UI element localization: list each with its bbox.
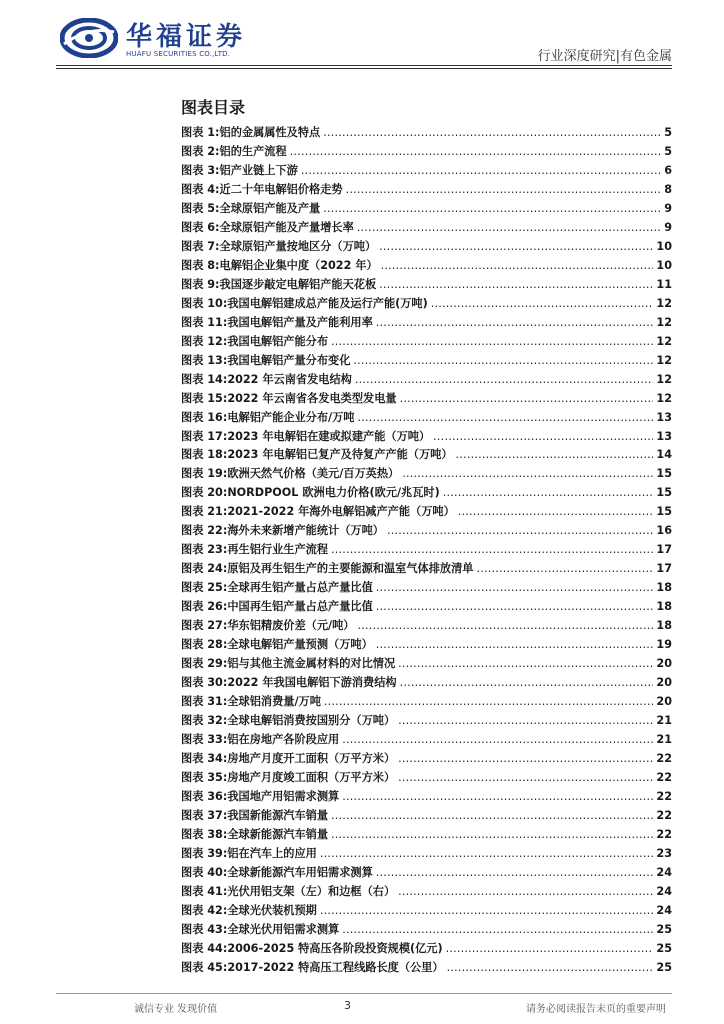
toc-entry-page: 10: [656, 258, 672, 272]
toc-entry-label: 图表 13:: [181, 353, 228, 367]
toc-entry-title: 全球原铝产能及产量增长率: [219, 220, 354, 234]
toc-entry-title: 我国新能源汽车销量: [227, 808, 329, 822]
toc-entry[interactable]: [181, 143, 672, 162]
toc-entry-page: 13: [656, 410, 672, 424]
toc-entry-page: 12: [656, 353, 672, 367]
toc-entry-label: 图表 45:: [181, 960, 228, 974]
toc-entry-page: 12: [656, 296, 672, 310]
toc-entry-page: 12: [656, 315, 672, 329]
toc-entry[interactable]: [181, 541, 672, 560]
toc-entry-page: 24: [656, 903, 672, 917]
toc-entry-label: 图表 31:: [181, 695, 228, 709]
toc-entry-title: 我国地产用铝需求测算: [227, 789, 340, 803]
toc-entry-title: 2017-2022 特高压工程线路长度（公里）: [227, 960, 444, 974]
toc-entry[interactable]: [181, 276, 672, 295]
toc-entry-page: 20: [656, 676, 672, 690]
toc-entry-page: 5: [664, 126, 672, 139]
toc-leader-dots: [290, 143, 662, 162]
toc-entry[interactable]: [181, 693, 672, 712]
company-logo: [60, 14, 250, 60]
toc-leader-dots: [376, 579, 654, 598]
toc-entry-title: 全球新能源汽车销量: [227, 827, 329, 841]
toc-entry-page: 13: [656, 429, 672, 443]
toc-entry-label: 图表 14:: [181, 372, 228, 386]
toc-entry-title: 全球电解铝消费按国别分（万吨）: [227, 714, 396, 728]
toc-entry[interactable]: [181, 959, 672, 978]
toc-leader-dots: [355, 371, 654, 390]
toc-leader-dots: [342, 921, 653, 940]
toc-entry-title: 欧洲天然气价格（美元/百万英热）: [227, 467, 400, 481]
toc-entry-page: 20: [656, 695, 672, 709]
toc-entry[interactable]: [181, 295, 672, 314]
toc-entry-label: 图表 19:: [181, 467, 228, 481]
toc-entry[interactable]: [181, 731, 672, 750]
toc-entry[interactable]: [181, 446, 672, 465]
toc-entry-page: 21: [656, 733, 672, 746]
toc-entry[interactable]: [181, 333, 672, 352]
toc-entry-title: 铝在汽车上的应用: [227, 846, 317, 860]
toc-entry-label: 图表 39:: [181, 846, 228, 860]
toc-entry-title: 2023 年电解铝在建或拟建产能（万吨）: [227, 429, 431, 443]
toc-entry-page: 22: [656, 789, 672, 803]
toc-entry-label: 图表 21:: [181, 505, 228, 519]
toc-leader-dots: [398, 712, 653, 731]
toc-entry-title: 电解铝企业集中度（2022 年）: [219, 258, 378, 272]
toc-leader-dots: [456, 446, 654, 465]
toc-entry[interactable]: [181, 712, 672, 731]
toc-leader-dots: [323, 124, 661, 143]
toc-entry-page: 16: [656, 524, 672, 538]
toc-leader-dots: [476, 560, 653, 579]
toc-entry-title: 我国电解铝产量分布变化: [227, 353, 351, 367]
toc-entry[interactable]: [181, 845, 672, 864]
toc-entry-label: 图表 41:: [181, 884, 228, 898]
toc-entry[interactable]: [181, 864, 672, 883]
toc-entry-title: 全球原铝产量按地区分（万吨）: [219, 239, 377, 253]
toc-entry[interactable]: [181, 409, 672, 428]
toc-entry-page: 10: [656, 239, 672, 253]
toc-leader-dots: [324, 693, 654, 712]
toc-leader-dots: [331, 333, 653, 352]
toc-entry[interactable]: [181, 484, 672, 503]
toc-entry-label: 图表 11:: [181, 315, 228, 329]
toc-entry-page: 15: [656, 467, 672, 481]
toc-leader-dots: [301, 162, 661, 181]
toc-entry-page: 18: [656, 600, 672, 614]
toc-entry-page: 23: [656, 846, 672, 860]
toc-entry-title: 海外未来新增产能统计（万吨）: [227, 524, 384, 538]
toc-entry-label: 图表 24:: [181, 562, 228, 576]
toc-entry-title: 2022 年我国电解铝下游消费结构: [227, 676, 397, 690]
figure-table-of-contents: [181, 124, 672, 978]
toc-entry-label: 图表 5:: [181, 201, 220, 215]
toc-entry-label: 图表 8:: [181, 258, 220, 272]
toc-entry[interactable]: [181, 579, 672, 598]
toc-entry-label: 图表 33:: [181, 733, 228, 746]
toc-entry-label: 图表 18:: [181, 448, 228, 462]
page-number: 3: [344, 999, 351, 1012]
toc-leader-dots: [398, 883, 653, 902]
toc-leader-dots: [458, 503, 654, 522]
toc-leader-dots: [398, 750, 653, 769]
toc-entry-label: 图表 7:: [181, 239, 220, 253]
toc-entry-page: 6: [664, 163, 672, 177]
toc-entry-title: 全球光伏装机预期: [227, 903, 317, 917]
toc-entry[interactable]: [181, 560, 672, 579]
toc-entry-title: 光伏用铝支架（左）和边框（右）: [227, 884, 396, 898]
toc-entry-title: 铝的生产流程: [219, 144, 287, 158]
toc-entry-page: 25: [656, 922, 672, 936]
toc-entry[interactable]: [181, 674, 672, 693]
toc-entry-label: 图表 40:: [181, 865, 228, 879]
toc-entry-page: 25: [656, 941, 672, 955]
toc-leader-dots: [446, 940, 654, 959]
toc-entry-title: 再生铝行业生产流程: [227, 543, 329, 557]
toc-entry[interactable]: [181, 617, 672, 636]
toc-entry[interactable]: [181, 636, 672, 655]
toc-leader-dots: [331, 807, 653, 826]
report-category: 行业深度研究|有色金属: [537, 49, 672, 64]
toc-entry-page: 9: [664, 220, 672, 234]
header-divider-secondary: [56, 68, 672, 69]
toc-entry-title: 2006-2025 特高压各阶段投资规模(亿元): [227, 941, 443, 955]
huafu-logo-icon: [60, 18, 118, 58]
toc-entry-title: 原铝及再生铝生产的主要能源和温室气体排放清单: [227, 562, 474, 576]
toc-leader-dots: [346, 181, 662, 200]
toc-entry-label: 图表 10:: [181, 296, 228, 310]
logo-chinese-name: 华福证券: [126, 22, 247, 52]
toc-entry-page: 24: [656, 865, 672, 879]
toc-entry-label: 图表 15:: [181, 391, 228, 405]
toc-entry-title: 全球铝消费量/万吨: [227, 695, 321, 709]
toc-entry-label: 图表 38:: [181, 827, 228, 841]
toc-leader-dots: [320, 845, 654, 864]
toc-leader-dots: [387, 522, 653, 541]
toc-entry[interactable]: [181, 522, 672, 541]
toc-leader-dots: [376, 598, 654, 617]
toc-entry-page: 17: [656, 562, 672, 576]
toc-entry[interactable]: [181, 902, 672, 921]
toc-leader-dots: [431, 295, 654, 314]
toc-leader-dots: [331, 826, 653, 845]
toc-entry-label: 图表 22:: [181, 524, 228, 538]
toc-leader-dots: [398, 769, 653, 788]
footer-slogan: 诚信专业 发现价值: [134, 1004, 218, 1015]
toc-entry[interactable]: [181, 314, 672, 333]
toc-entry-title: 全球新能源汽车用铝需求测算: [227, 865, 373, 879]
toc-entry-label: 图表 27:: [181, 619, 228, 633]
toc-entry-page: 14: [656, 448, 672, 462]
toc-heading: 图表目录: [181, 98, 246, 117]
toc-entry-title: 我国电解铝产能分布: [227, 334, 329, 348]
toc-entry-label: 图表 4:: [181, 182, 220, 196]
toc-entry-label: 图表 28:: [181, 638, 228, 652]
toc-entry-label: 图表 42:: [181, 903, 228, 917]
toc-entry-title: 全球光伏用铝需求测算: [227, 922, 340, 936]
toc-entry-title: 铝在房地产各阶段应用: [227, 733, 340, 746]
toc-leader-dots: [357, 409, 653, 428]
toc-entry-label: 图表 37:: [181, 808, 228, 822]
toc-entry-page: 18: [656, 581, 672, 595]
toc-entry[interactable]: [181, 921, 672, 940]
toc-entry-title: 我国电解铝建成总产能及运行产能(万吨): [227, 296, 428, 310]
toc-entry-label: 图表 17:: [181, 429, 228, 443]
toc-entry-title: 中国再生铝产量占总产量比值: [227, 600, 373, 614]
toc-entry-page: 18: [656, 619, 672, 633]
toc-entry-label: 图表 23:: [181, 543, 228, 557]
toc-leader-dots: [342, 788, 653, 807]
toc-entry[interactable]: [181, 940, 672, 959]
toc-entry-page: 22: [656, 770, 672, 784]
toc-entry-title: 华东铝精废价差（元/吨）: [227, 619, 355, 633]
toc-entry[interactable]: [181, 352, 672, 371]
toc-entry-label: 图表 29:: [181, 657, 228, 671]
toc-entry-label: 图表 36:: [181, 789, 228, 803]
toc-entry[interactable]: [181, 238, 672, 257]
toc-entry[interactable]: [181, 428, 672, 447]
toc-entry-label: 图表 6:: [181, 220, 220, 234]
toc-entry-title: NORDPOOL 欧洲电力价格(欧元/兆瓦时): [227, 486, 440, 500]
toc-entry-page: 24: [656, 884, 672, 898]
toc-leader-dots: [353, 352, 653, 371]
toc-leader-dots: [320, 902, 654, 921]
toc-entry-label: 图表 30:: [181, 676, 228, 690]
toc-leader-dots: [402, 465, 653, 484]
toc-leader-dots: [433, 428, 653, 447]
toc-entry-label: 图表 3:: [181, 163, 220, 177]
footer-divider: [56, 993, 672, 994]
toc-leader-dots: [331, 541, 653, 560]
toc-entry-page: 17: [656, 543, 672, 557]
toc-entry[interactable]: [181, 219, 672, 238]
toc-entry-label: 图表 34:: [181, 751, 228, 765]
toc-entry-page: 11: [656, 277, 672, 291]
toc-leader-dots: [398, 655, 653, 674]
toc-entry-title: 2021-2022 年海外电解铝减产产能（万吨）: [227, 505, 455, 519]
toc-entry[interactable]: [181, 390, 672, 409]
toc-entry-label: 图表 2:: [181, 144, 220, 158]
toc-entry-label: 图表 32:: [181, 714, 228, 728]
toc-entry[interactable]: [181, 181, 672, 200]
logo-english-name: HUAFU SECURITIES CO.,LTD.: [126, 50, 231, 58]
toc-entry-title: 全球电解铝产量预测（万吨）: [227, 638, 373, 652]
toc-entry[interactable]: [181, 162, 672, 181]
toc-entry-page: 20: [656, 657, 672, 671]
toc-entry-page: 15: [656, 505, 672, 519]
toc-entry-page: 25: [656, 960, 672, 974]
toc-entry-title: 2022 年云南省发电结构: [227, 372, 352, 386]
toc-entry-page: 21: [656, 714, 672, 728]
toc-entry[interactable]: [181, 788, 672, 807]
toc-leader-dots: [376, 864, 654, 883]
toc-entry-label: 图表 16:: [181, 410, 228, 424]
toc-leader-dots: [381, 257, 654, 276]
toc-entry-label: 图表 43:: [181, 922, 228, 936]
toc-leader-dots: [379, 238, 653, 257]
toc-entry-title: 我国电解铝产量及产能利用率: [227, 315, 373, 329]
toc-entry-page: 22: [656, 751, 672, 765]
toc-entry-title: 铝产业链上下游: [219, 163, 298, 177]
toc-entry-page: 15: [656, 486, 672, 500]
toc-entry-label: 图表 12:: [181, 334, 228, 348]
toc-entry-title: 全球再生铝产量占总产量比值: [227, 581, 373, 595]
toc-entry-page: 22: [656, 827, 672, 841]
toc-entry-title: 近二十年电解铝价格走势: [219, 182, 343, 196]
toc-leader-dots: [443, 484, 654, 503]
header-divider: [56, 65, 672, 66]
toc-entry[interactable]: [181, 124, 672, 143]
footer-disclaimer: 请务必阅读报告末页的重要声明: [526, 1004, 666, 1015]
toc-entry-label: 图表 25:: [181, 581, 228, 595]
toc-entry-title: 电解铝产能企业分布/万吨: [227, 410, 355, 424]
toc-entry-title: 全球原铝产能及产量: [219, 201, 321, 215]
toc-entry[interactable]: [181, 465, 672, 484]
toc-entry-title: 2023 年电解铝已复产及待复产产能（万吨）: [227, 448, 453, 462]
toc-entry[interactable]: [181, 371, 672, 390]
toc-entry-label: 图表 20:: [181, 486, 228, 500]
toc-leader-dots: [376, 636, 654, 655]
toc-entry[interactable]: [181, 769, 672, 788]
toc-entry[interactable]: [181, 200, 672, 219]
toc-entry-title: 铝的金属属性及特点: [219, 126, 321, 139]
toc-entry[interactable]: [181, 503, 672, 522]
toc-entry-title: 铝与其他主流金属材料的对比情况: [227, 657, 396, 671]
toc-entry-page: 22: [656, 808, 672, 822]
toc-entry-title: 2022 年云南省各发电类型发电量: [227, 391, 397, 405]
toc-entry-page: 12: [656, 391, 672, 405]
toc-entry[interactable]: [181, 826, 672, 845]
toc-entry-page: 19: [656, 638, 672, 652]
toc-entry-label: 图表 26:: [181, 600, 228, 614]
toc-entry-title: 房地产月度竣工面积（万平方米）: [227, 770, 396, 784]
toc-entry-label: 图表 44:: [181, 941, 228, 955]
toc-leader-dots: [379, 276, 653, 295]
toc-leader-dots: [400, 674, 654, 693]
toc-entry-page: 5: [664, 144, 672, 158]
toc-leader-dots: [376, 314, 654, 333]
toc-leader-dots: [323, 200, 661, 219]
toc-entry[interactable]: [181, 883, 672, 902]
toc-leader-dots: [342, 731, 653, 750]
toc-entry[interactable]: [181, 807, 672, 826]
toc-leader-dots: [357, 219, 661, 238]
toc-entry-title: 房地产月度开工面积（万平方米）: [227, 751, 396, 765]
toc-entry[interactable]: [181, 257, 672, 276]
toc-entry[interactable]: [181, 655, 672, 674]
toc-entry[interactable]: [181, 598, 672, 617]
toc-entry-page: 12: [656, 334, 672, 348]
toc-entry[interactable]: [181, 750, 672, 769]
toc-entry-title: 我国逐步敲定电解铝产能天花板: [219, 277, 377, 291]
toc-entry-page: 9: [664, 201, 672, 215]
toc-leader-dots: [357, 617, 653, 636]
toc-leader-dots: [447, 959, 654, 978]
toc-leader-dots: [400, 390, 654, 409]
toc-entry-page: 12: [656, 372, 672, 386]
toc-entry-page: 8: [664, 182, 672, 196]
toc-entry-label: 图表 35:: [181, 770, 228, 784]
toc-entry-label: 图表 1:: [181, 126, 220, 139]
toc-entry-label: 图表 9:: [181, 277, 220, 291]
